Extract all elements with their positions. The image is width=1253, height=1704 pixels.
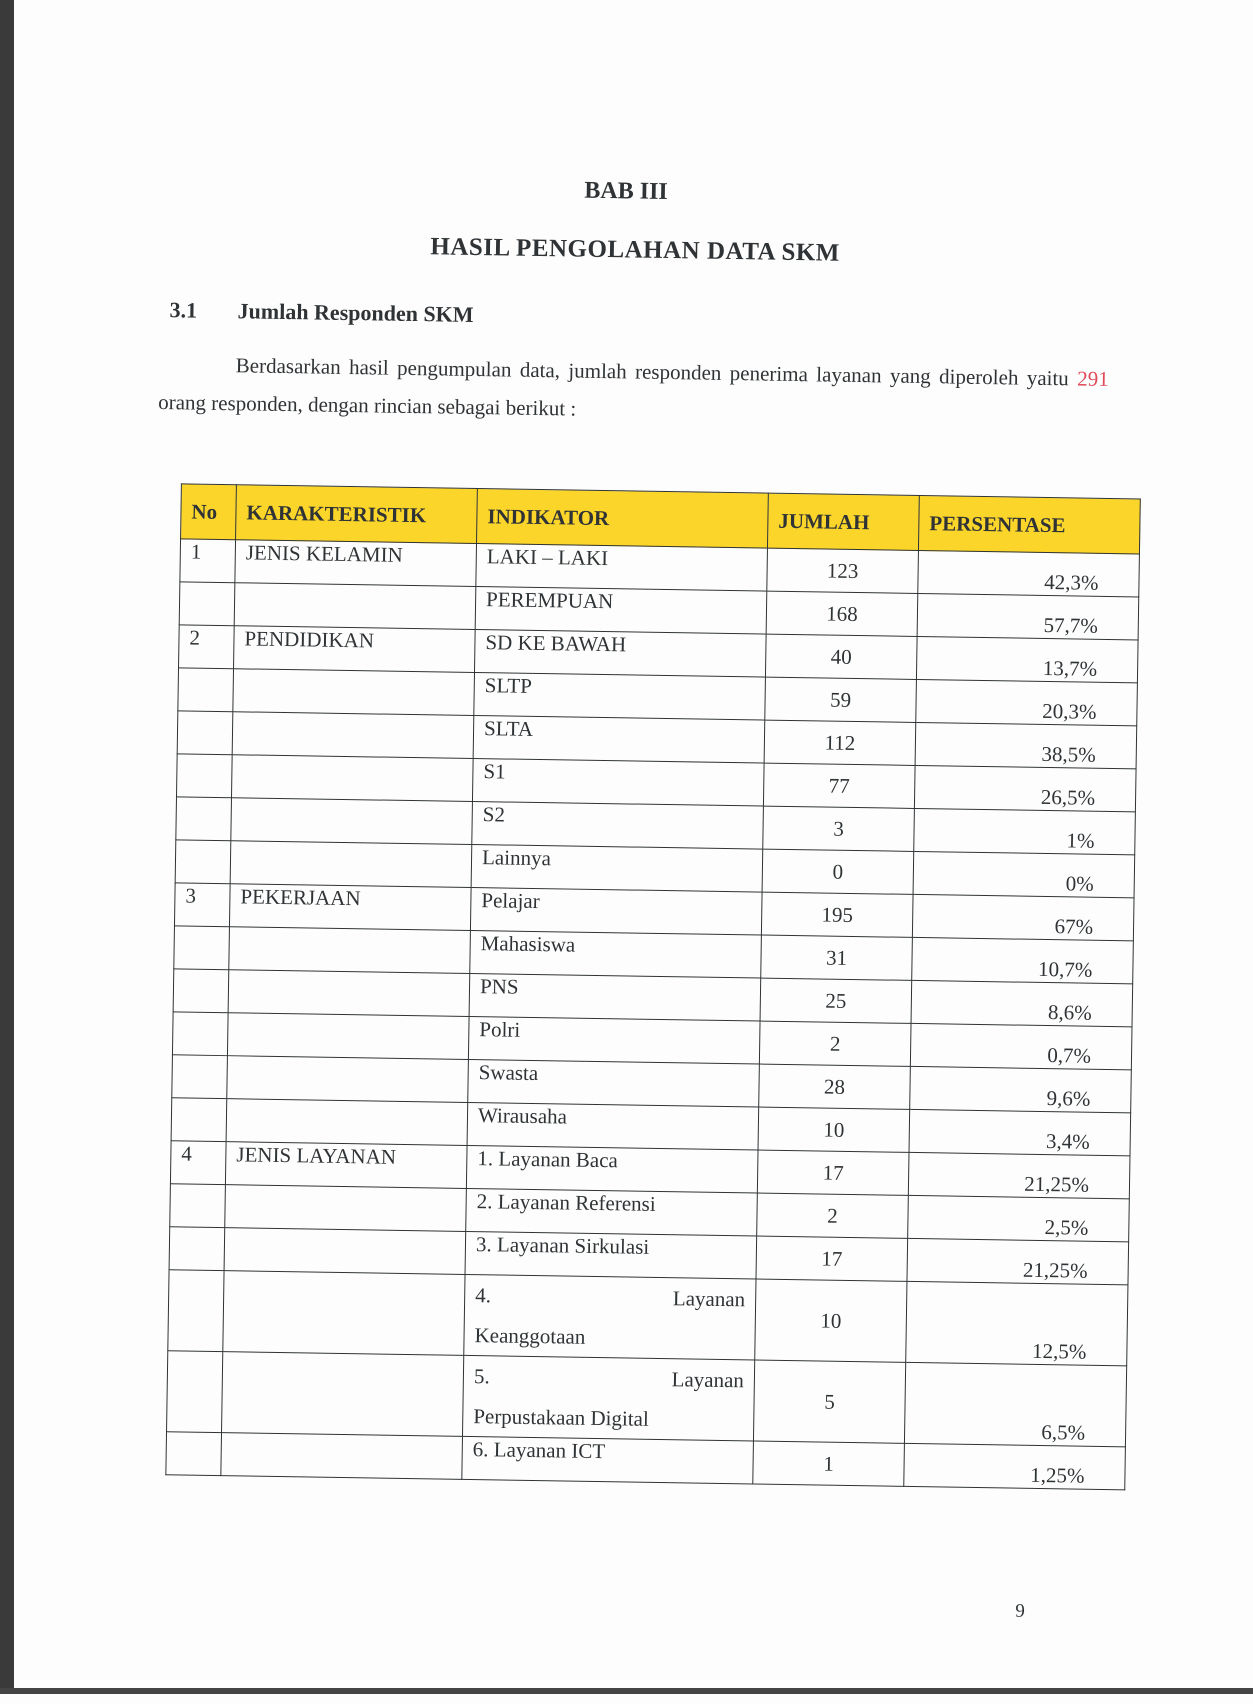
cell-indikator: 3. Layanan Sirkulasi [465,1231,757,1279]
cell-persentase: 2,5% [908,1195,1130,1241]
respondent-table [165,483,1140,1490]
paragraph-text-after: orang responden, dengan rincian sebagai berikut : [158,390,577,421]
cell-persentase: 57,7% [917,593,1139,639]
cell-jumlah: 17 [756,1236,908,1281]
section-title: Jumlah Responden SKM [237,298,474,327]
cell-karakteristik [229,927,471,974]
table-body [166,539,1140,1490]
cell-indikator: S1 [472,759,764,807]
cell-persentase: 3,4% [909,1109,1131,1155]
table-row [167,1351,1127,1447]
cell-persentase: 13,7% [916,636,1138,682]
cell-karakteristik [231,798,473,845]
cell-karakteristik [223,1271,465,1356]
cell-karakteristik [228,970,470,1017]
cell-karakteristik [224,1228,466,1275]
cell-no [167,1351,223,1433]
cell-karakteristik [222,1352,464,1437]
cell-no [178,668,234,712]
cell-jumlah: 1 [753,1441,905,1486]
cell-jumlah: 3 [763,806,915,851]
cell-no [174,926,230,970]
chapter-heading: BAB III [584,177,668,205]
cell-jumlah: 17 [757,1150,909,1195]
cell-persentase: 21,25% [908,1152,1130,1198]
cell-no [175,840,231,884]
cell-persentase: 8,6% [911,980,1133,1026]
cell-jumlah: 123 [767,548,919,593]
cell-jumlah: 0 [762,849,914,894]
cell-jumlah: 195 [761,892,913,937]
cell-indikator: 6. Layanan ICT [462,1436,754,1484]
cell-karakteristik: PENDIDIKAN [234,626,476,673]
indikator-word: Layanan [671,1367,745,1393]
cell-no [166,1432,222,1476]
cell-indikator: Polri [468,1016,760,1064]
cell-indikator: 2. Layanan Referensi [466,1188,758,1236]
cell-jumlah: 31 [761,935,913,980]
section-heading [169,297,473,328]
cell-no [170,1184,226,1228]
cell-indikator: Lainnya [471,844,763,892]
cell-jumlah: 59 [765,677,917,722]
cell-indikator: 1. Layanan Baca [466,1145,758,1193]
cell-jumlah: 112 [764,720,916,765]
indikator-number: 5. [473,1364,490,1389]
cell-persentase: 42,3% [918,550,1140,596]
paragraph-text-before: Berdasarkan hasil pengumpulan data, jumlah responden penerima layanan yang diperoleh yaitu [235,353,1069,391]
cell-persentase: 1% [914,808,1136,854]
cell-karakteristik [231,755,473,802]
cell-persentase: 26,5% [914,765,1136,811]
cell-persentase: 20,3% [916,679,1138,725]
cell-jumlah: 2 [759,1021,911,1066]
cell-karakteristik: PEKERJAAN [229,884,471,931]
respondent-count: 291 [1076,366,1109,391]
header-karakteristik: KARAKTERISTIK [236,485,478,544]
cell-karakteristik [232,712,474,759]
cell-indikator [462,1355,754,1441]
cell-persentase: 0,7% [910,1023,1132,1069]
cell-no: 2 [179,625,235,669]
cell-karakteristik [234,583,476,630]
header-indikator: INDIKATOR [477,489,769,549]
cell-indikator: Wirausaha [467,1102,759,1150]
cell-indikator: Pelajar [470,887,762,935]
cell-karakteristik [230,841,472,888]
cell-jumlah: 10 [758,1107,910,1152]
chapter-title: HASIL PENGOLAHAN DATA SKM [430,233,841,267]
cell-indikator: PNS [469,973,761,1021]
cell-jumlah: 168 [766,591,918,636]
cell-jumlah: 5 [753,1360,905,1443]
cell-persentase: 38,5% [915,722,1137,768]
cell-indikator: Swasta [468,1059,760,1107]
cell-karakteristik [226,1099,468,1146]
cell-indikator: SLTP [474,673,766,721]
cell-jumlah: 25 [760,978,912,1023]
cell-no [176,754,232,798]
cell-indikator [464,1274,756,1360]
table-row [168,1270,1128,1366]
indikator-name: Perpustakaan Digital [473,1404,650,1431]
indikator-number: 4. [475,1283,492,1308]
cell-no [179,582,235,626]
cell-no [169,1227,225,1271]
cell-indikator: PEREMPUAN [475,587,767,635]
indikator-word: Layanan [672,1286,746,1312]
cell-no [172,1055,228,1099]
cell-no: 3 [174,883,230,927]
cell-jumlah: 77 [763,763,915,808]
cell-karakteristik [227,1056,469,1103]
cell-persentase: 1,25% [904,1443,1126,1489]
cell-no: 1 [180,539,236,583]
cell-persentase: 21,25% [907,1238,1129,1284]
cell-jumlah: 40 [765,634,917,679]
cell-persentase: 67% [912,894,1134,940]
header-jumlah: JUMLAH [767,493,919,550]
cell-jumlah: 10 [755,1279,907,1362]
cell-jumlah: 28 [759,1064,911,1109]
cell-no: 4 [170,1141,226,1185]
section-number: 3.1 [169,297,198,323]
cell-no [176,797,232,841]
cell-no [168,1270,224,1352]
cell-jumlah: 2 [757,1193,909,1238]
cell-no [172,1012,228,1056]
cell-karakteristik [225,1185,467,1232]
cell-persentase: 9,6% [910,1066,1132,1112]
cell-persentase: 10,7% [912,937,1134,983]
cell-indikator: LAKI – LAKI [476,544,768,592]
header-no: No [181,484,237,540]
cell-karakteristik [233,669,475,716]
header-persentase: PERSENTASE [918,495,1140,553]
cell-indikator: SLTA [473,716,765,764]
cell-karakteristik: JENIS KELAMIN [235,540,477,587]
cell-karakteristik [221,1433,463,1480]
cell-indikator: SD KE BAWAH [474,630,766,678]
cell-indikator: S2 [472,801,764,849]
cell-no [177,711,233,755]
cell-karakteristik: JENIS LAYANAN [225,1142,467,1189]
cell-no [171,1098,227,1142]
cell-persentase: 0% [913,851,1135,897]
cell-karakteristik [227,1013,469,1060]
cell-indikator: Mahasiswa [470,930,762,978]
indikator-name: Keanggotaan [474,1323,586,1349]
cell-no [173,969,229,1013]
intro-paragraph [158,345,1109,436]
cell-persentase: 6,5% [904,1362,1126,1446]
page-number: 9 [1015,1600,1025,1622]
cell-persentase: 12,5% [906,1281,1128,1365]
